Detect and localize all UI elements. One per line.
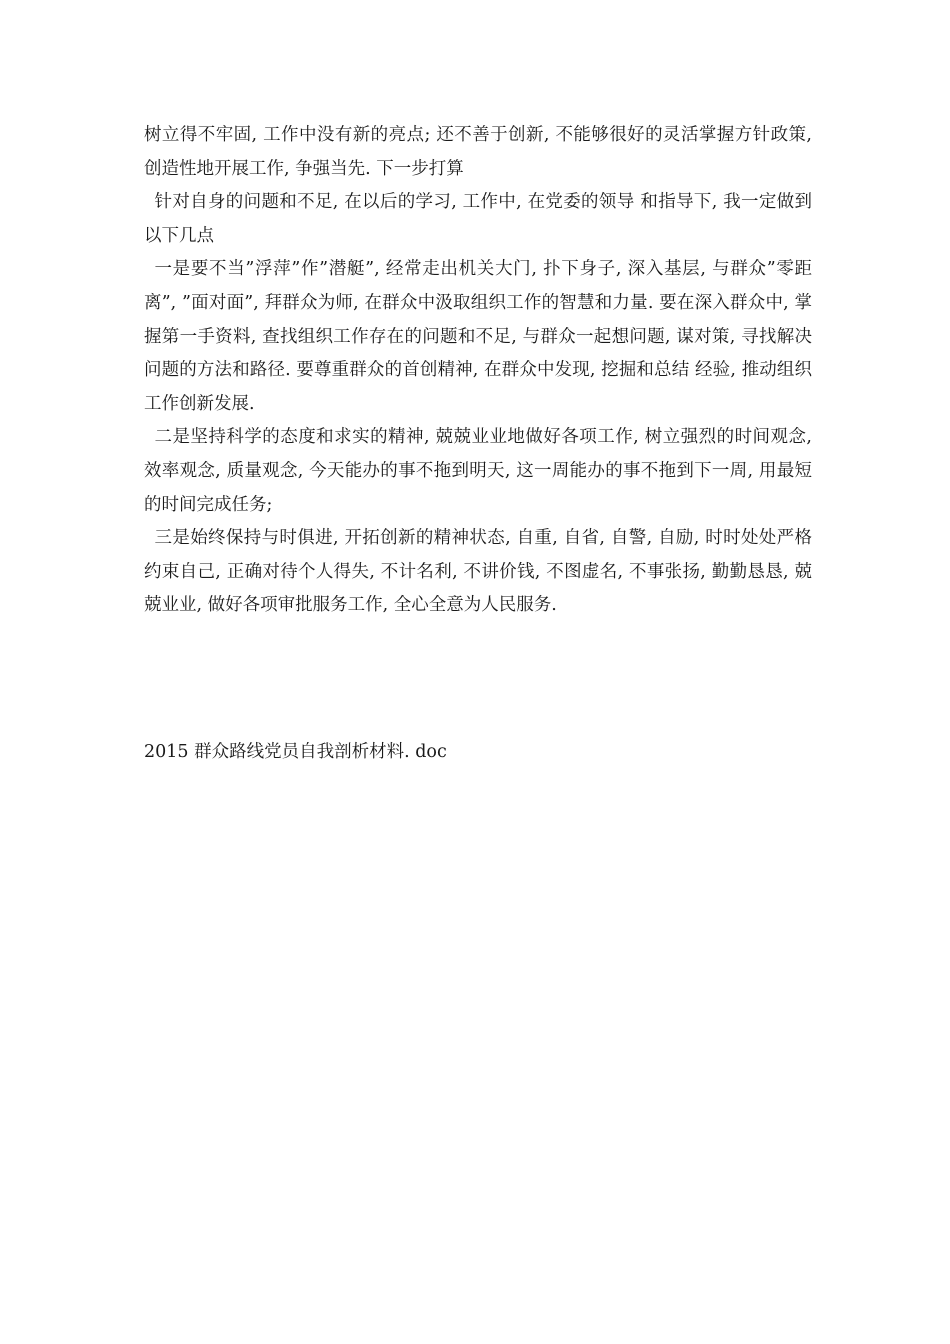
paragraph-intro: 树立得不牢固, 工作中没有新的亮点; 还不善于创新, 不能够很好的灵活掌握方针政策, 创造性地开展工作, 争强当先. 下一步打算 <box>144 125 812 179</box>
paragraph-point-three: 三是始终保持与时俱进, 开拓创新的精神状态, 自重, 自省, 自警, 自励, 时时处处严格约束自己, 正确对待个人得失, 不计名利, 不讲价钱, 不图虚名, 不事张扬, 勤勤恳恳, 兢兢业业, 做好各项审批服务工作, 全心全意为人民服务. <box>144 528 812 616</box>
document-filename: 2015 群众路线党员自我剖析材料. doc <box>144 742 447 762</box>
paragraph-point-one: 一是要不当”浮萍”作”潜艇”, 经常走出机关大门, 扑下身子, 深入基层, 与群众”零距离”, ”面对面”, 拜群众为师, 在群众中汲取组织工作的智慧和力量. 要在深入群众中, 掌握第一手资料, 查找组织工作存在的问题和不足, 与群众一起想问题, 谋对策, 寻找解决问题的方法和路径. 要尊重群众的首创精神, 在群众中发现, 挖掘和总结 经验, 推动组织工作创新发展. <box>144 259 812 414</box>
paragraph-point-two: 二是坚持科学的态度和求实的精神, 兢兢业业地做好各项工作, 树立强烈的时间观念, 效率观念, 质量观念, 今天能办的事不拖到明天, 这一周能办的事不拖到下一周, 用最短的时间完成任务; <box>144 427 812 515</box>
paragraph-plan: 针对自身的问题和不足, 在以后的学习, 工作中, 在党委的领导 和指导下, 我一定做到以下几点 <box>144 192 812 246</box>
document-body <box>144 119 812 623</box>
